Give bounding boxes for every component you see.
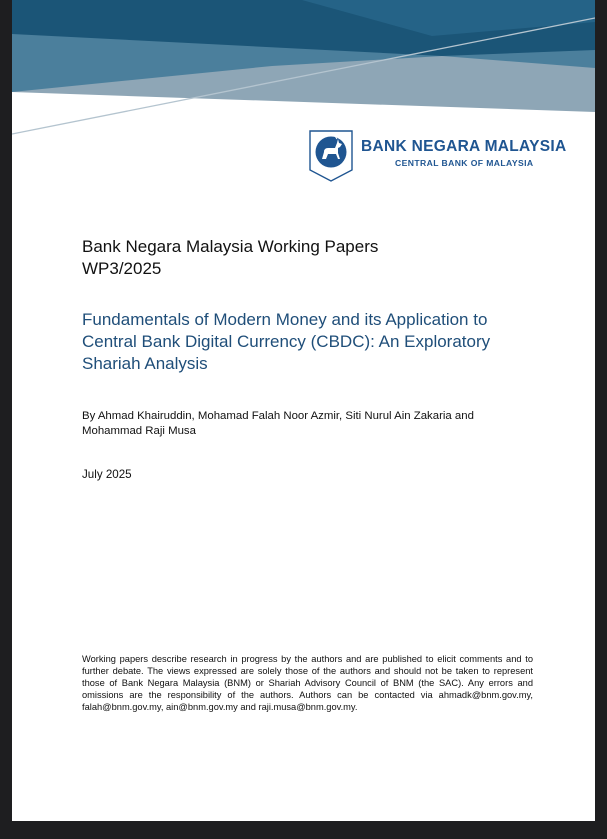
series-name: Bank Negara Malaysia Working Papers (82, 237, 379, 256)
bnm-kijang-crest-icon (309, 130, 353, 182)
title-line: Shariah Analysis (82, 354, 208, 373)
title-line: Central Bank Digital Currency (CBDC): An Exploratory (82, 332, 491, 351)
title-line: Fundamentals of Modern Money and its Application to (82, 310, 488, 329)
bnm-logo (309, 130, 569, 184)
author-line: Mohammad Raji Musa (82, 424, 196, 437)
author-line: By Ahmad Khairuddin, Mohamad Falah Noor Azmir, Siti Nurul Ain Zakaria and (82, 410, 474, 422)
disclaimer-text: Working papers describe research in progress by the authors and are published to elicit comments and to further debate. The views expressed are solely those of the authors and should not be taken to represent those of Bank Negara Malaysia (BNM) or Shariah Advisory Council of BNM (the SAC). Any errors and omissions are the responsibility of the authors. Authors can be contacted via ahmadk@bnm.gov.my, falah@bnm.gov.my, ain@bnm.gov.my and raji.musa@bnm.gov.my. (82, 654, 533, 712)
paper-number: WP3/2025 (82, 259, 162, 278)
header-banner (12, 0, 595, 140)
bank-name: BANK NEGARA MALAYSIA (361, 138, 567, 155)
document-page (12, 0, 595, 821)
series-heading (82, 236, 378, 280)
paper-title (82, 309, 532, 375)
publication-date: July 2025 (82, 468, 132, 481)
bank-subtitle: CENTRAL BANK OF MALAYSIA (395, 158, 534, 168)
author-list (82, 409, 552, 438)
